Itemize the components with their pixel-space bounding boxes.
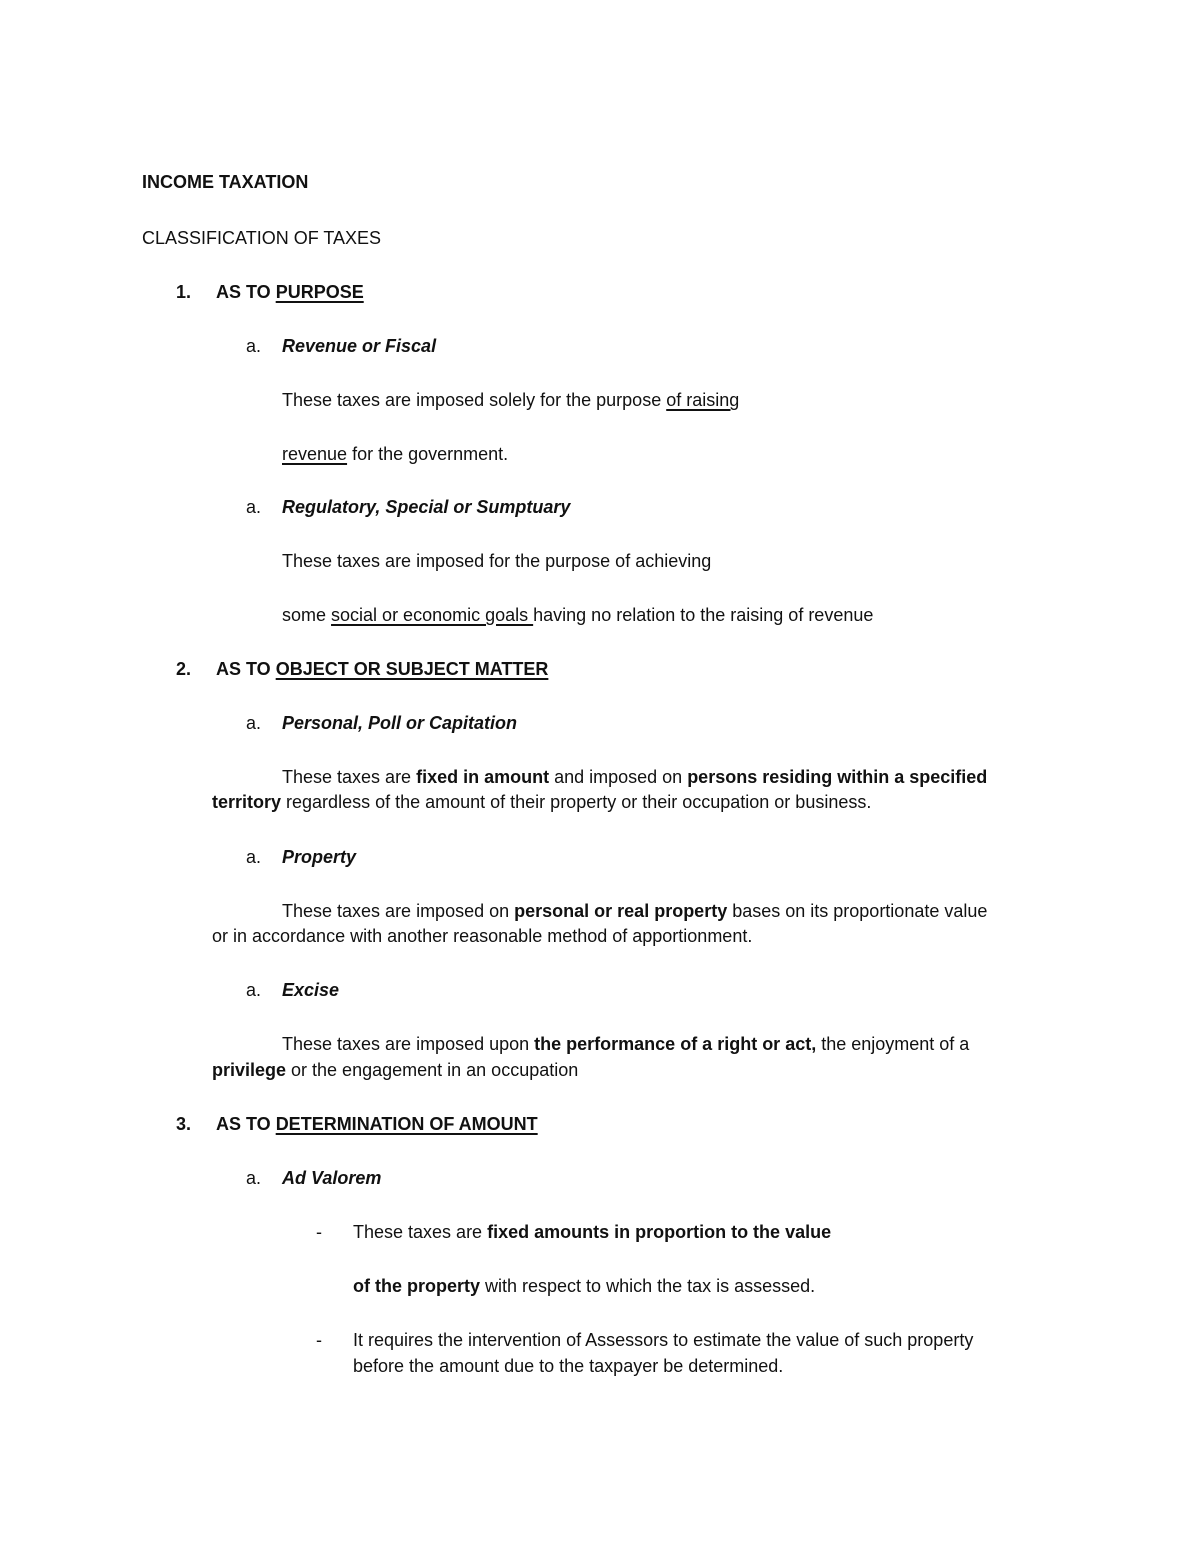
underlined-text: social or economic goals (331, 605, 534, 625)
subsection-ad-valorem-heading (246, 1167, 381, 1189)
section-3-heading (176, 1113, 538, 1135)
paragraph-text: or in accordance with another reasonable method of apportionment. (212, 926, 753, 946)
section-prefix: AS TO (216, 282, 276, 302)
subsection-title: Excise (282, 980, 340, 1000)
subsection-marker: a. (246, 497, 262, 517)
paragraph-line (282, 604, 873, 626)
section-heading-underlined: DETERMINATION OF AMOUNT (275, 1114, 538, 1134)
paragraph-line (353, 1275, 815, 1297)
paragraph-line (282, 550, 711, 572)
paragraph-line (353, 1329, 973, 1351)
paragraph-text: with respect to which the tax is assessed. (480, 1276, 816, 1296)
subsection-title: Personal, Poll or Capitation (282, 713, 518, 733)
paragraph-text: and imposed on (549, 767, 688, 787)
subsection-excise-heading (246, 979, 339, 1001)
bold-text: fixed in amount (416, 767, 550, 787)
subsection-revenue-heading (246, 335, 436, 357)
paragraph-text: before the amount due to the taxpayer be determined. (353, 1356, 784, 1376)
paragraph-line (212, 925, 752, 947)
subsection-marker: a. (246, 713, 262, 733)
document-subtitle (142, 227, 381, 249)
paragraph-line (212, 791, 871, 813)
underlined-text: revenue (282, 444, 348, 464)
paragraph-text: These taxes are imposed solely for the purpose (282, 390, 667, 410)
paragraph-text: These taxes are imposed on (282, 901, 515, 921)
subsection-title: Regulatory, Special or Sumptuary (282, 497, 571, 517)
section-number: 2. (176, 659, 192, 679)
bold-text: the performance of a right or act, (534, 1034, 817, 1054)
section-prefix: AS TO (216, 1114, 276, 1134)
paragraph-line (282, 389, 739, 411)
paragraph-text: These taxes are imposed upon (282, 1034, 535, 1054)
subsection-regulatory-heading (246, 496, 570, 518)
section-prefix: AS TO (216, 659, 276, 679)
document-title (142, 171, 308, 193)
bold-text: privilege (212, 1060, 287, 1080)
subsection-title: Ad Valorem (282, 1168, 382, 1188)
dash-bullet: - (316, 1330, 322, 1350)
bold-text: of the property (353, 1276, 481, 1296)
paragraph-text: bases on its proportionate value (727, 901, 988, 921)
section-number: 1. (176, 282, 192, 302)
paragraph-text: for the government. (347, 444, 509, 464)
paragraph-text: It requires the intervention of Assessors to estimate the value of such property (353, 1330, 974, 1350)
paragraph-text: These taxes are imposed for the purpose of achieving (282, 551, 712, 571)
paragraph-line (212, 1059, 578, 1081)
paragraph-text: or the engagement in an occupation (286, 1060, 579, 1080)
paragraph-line (282, 766, 987, 788)
paragraph-line (282, 443, 508, 465)
paragraph-line (353, 1221, 831, 1243)
subsection-personal-heading (246, 712, 517, 734)
document-title-text: INCOME TAXATION (142, 172, 309, 192)
section-heading-underlined: PURPOSE (275, 282, 364, 302)
bold-text: territory (212, 792, 282, 812)
subsection-marker: a. (246, 336, 262, 356)
subsection-marker: a. (246, 1168, 262, 1188)
paragraph-text: These taxes are (282, 767, 417, 787)
paragraph-line (282, 900, 987, 922)
subsection-marker: a. (246, 980, 262, 1000)
underlined-text: of raising (666, 390, 740, 410)
section-2-heading (176, 658, 548, 680)
paragraph-text: regardless of the amount of their property or their occupation or business. (281, 792, 872, 812)
paragraph-line (353, 1355, 783, 1377)
bold-text: persons residing within a specified (687, 767, 988, 787)
paragraph-text: the enjoyment of a (816, 1034, 970, 1054)
paragraph-line (282, 1033, 969, 1055)
paragraph-text: some (282, 605, 332, 625)
bold-text: fixed amounts in proportion to the value (487, 1222, 832, 1242)
subsection-title: Revenue or Fiscal (282, 336, 437, 356)
dash-bullet: - (316, 1222, 322, 1242)
document-subtitle-text: CLASSIFICATION OF TAXES (142, 228, 382, 248)
section-1-heading (176, 281, 364, 303)
section-heading-underlined: OBJECT OR SUBJECT MATTER (275, 659, 549, 679)
subsection-title: Property (282, 847, 357, 867)
paragraph-text: These taxes are (353, 1222, 488, 1242)
section-number: 3. (176, 1114, 192, 1134)
paragraph-text: having no relation to the raising of revenue (533, 605, 874, 625)
subsection-property-heading (246, 846, 356, 868)
subsection-marker: a. (246, 847, 262, 867)
bold-text: personal or real property (514, 901, 728, 921)
